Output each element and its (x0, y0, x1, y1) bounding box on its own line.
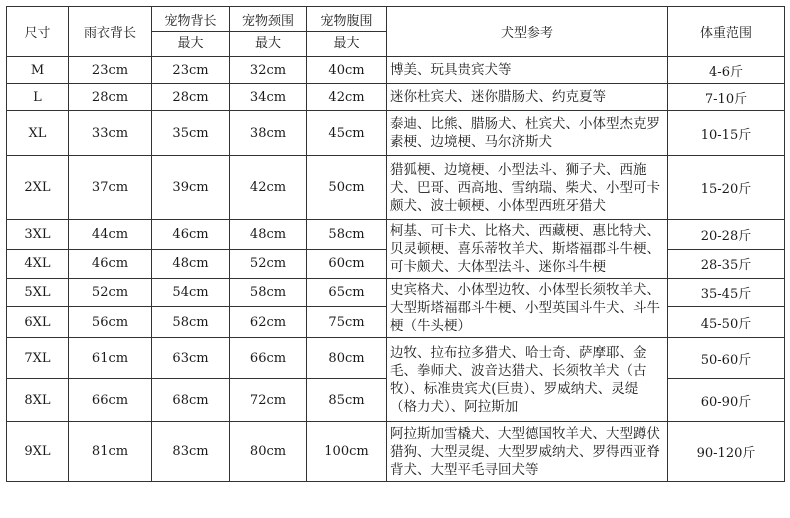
weight-cell: 60-90斤 (668, 379, 785, 422)
weight-cell: 50-60斤 (668, 338, 785, 379)
header-pet-chest: 宠物腹围 (307, 7, 387, 32)
back-length-cell: 35cm (152, 111, 230, 156)
weight-cell: 28-35斤 (668, 249, 785, 279)
neck-cell: 58cm (230, 279, 307, 307)
coat-length-cell: 52cm (69, 279, 152, 307)
size-chart-table (6, 6, 785, 482)
back-length-cell: 83cm (152, 422, 230, 482)
table-row (7, 156, 785, 220)
chest-cell: 75cm (307, 307, 387, 338)
neck-cell: 80cm (230, 422, 307, 482)
size-cell: XL (7, 111, 69, 156)
header-pet-neck: 宠物颈围 (230, 7, 307, 32)
size-cell: 8XL (7, 379, 69, 422)
neck-cell: 62cm (230, 307, 307, 338)
chest-cell: 58cm (307, 220, 387, 250)
chest-cell: 65cm (307, 279, 387, 307)
weight-cell: 4-6斤 (668, 57, 785, 84)
chest-cell: 80cm (307, 338, 387, 379)
table-row (7, 57, 785, 84)
chest-cell: 40cm (307, 57, 387, 84)
back-length-cell: 68cm (152, 379, 230, 422)
back-length-cell: 39cm (152, 156, 230, 220)
weight-cell: 10-15斤 (668, 111, 785, 156)
breed-cell: 猎狐梗、边境梗、小型法斗、狮子犬、西施犬、巴哥、西高地、雪纳瑞、柴犬、小型可卡颇犬、波士顿梗、小体型西班牙猎犬 (387, 156, 668, 220)
weight-cell: 20-28斤 (668, 220, 785, 250)
neck-cell: 32cm (230, 57, 307, 84)
neck-cell: 66cm (230, 338, 307, 379)
weight-cell: 90-120斤 (668, 422, 785, 482)
coat-length-cell: 23cm (69, 57, 152, 84)
header-max: 最大 (230, 32, 307, 57)
weight-cell: 45-50斤 (668, 307, 785, 338)
back-length-cell: 58cm (152, 307, 230, 338)
breed-cell: 迷你杜宾犬、迷你腊肠犬、约克夏等 (387, 84, 668, 111)
back-length-cell: 54cm (152, 279, 230, 307)
table-row (7, 220, 785, 250)
chest-cell: 42cm (307, 84, 387, 111)
header-weight-range: 体重范围 (668, 7, 785, 57)
coat-length-cell: 28cm (69, 84, 152, 111)
back-length-cell: 46cm (152, 220, 230, 250)
size-cell: 7XL (7, 338, 69, 379)
coat-length-cell: 56cm (69, 307, 152, 338)
back-length-cell: 48cm (152, 249, 230, 279)
neck-cell: 34cm (230, 84, 307, 111)
back-length-cell: 63cm (152, 338, 230, 379)
breed-cell: 柯基、可卡犬、比格犬、西藏梗、惠比特犬、贝灵顿梗、喜乐蒂牧羊犬、斯塔福郡斗牛梗、可卡颇犬、大体型法斗、迷你斗牛梗 (387, 220, 668, 279)
table-row (7, 338, 785, 379)
coat-length-cell: 37cm (69, 156, 152, 220)
size-cell: M (7, 57, 69, 84)
size-cell: 2XL (7, 156, 69, 220)
table-row (7, 84, 785, 111)
coat-length-cell: 33cm (69, 111, 152, 156)
chest-cell: 50cm (307, 156, 387, 220)
header-max: 最大 (307, 32, 387, 57)
size-cell: 9XL (7, 422, 69, 482)
breed-cell: 史宾格犬、小体型边牧、小体型长须牧羊犬、大型斯塔福郡斗牛梗、小型英国斗牛犬、斗牛梗（牛头梗） (387, 279, 668, 338)
size-cell: L (7, 84, 69, 111)
back-length-cell: 28cm (152, 84, 230, 111)
size-cell: 3XL (7, 220, 69, 250)
header-row (7, 7, 785, 32)
header-breed-reference: 犬型参考 (387, 7, 668, 57)
breed-cell: 边牧、拉布拉多猎犬、哈士奇、萨摩耶、金毛、拳师犬、波音达猎犬、长须牧羊犬（古牧）、标准贵宾犬(巨贵）、罗威纳犬、灵缇（格力犬）、阿拉斯加 (387, 338, 668, 422)
breed-cell: 阿拉斯加雪橇犬、大型德国牧羊犬、大型蹲伏猎狗、大型灵缇、大型罗威纳犬、罗得西亚脊背犬、大型平毛寻回犬等 (387, 422, 668, 482)
size-cell: 5XL (7, 279, 69, 307)
back-length-cell: 23cm (152, 57, 230, 84)
chest-cell: 45cm (307, 111, 387, 156)
weight-cell: 7-10斤 (668, 84, 785, 111)
neck-cell: 48cm (230, 220, 307, 250)
breed-cell: 泰迪、比熊、腊肠犬、杜宾犬、小体型杰克罗素梗、边境梗、马尔济斯犬 (387, 111, 668, 156)
chest-cell: 85cm (307, 379, 387, 422)
weight-cell: 15-20斤 (668, 156, 785, 220)
coat-length-cell: 61cm (69, 338, 152, 379)
neck-cell: 52cm (230, 249, 307, 279)
coat-length-cell: 81cm (69, 422, 152, 482)
breed-cell: 博美、玩具贵宾犬等 (387, 57, 668, 84)
neck-cell: 42cm (230, 156, 307, 220)
header-size: 尺寸 (7, 7, 69, 57)
chest-cell: 100cm (307, 422, 387, 482)
header-pet-back-length: 宠物背长 (152, 7, 230, 32)
neck-cell: 72cm (230, 379, 307, 422)
coat-length-cell: 66cm (69, 379, 152, 422)
coat-length-cell: 46cm (69, 249, 152, 279)
neck-cell: 38cm (230, 111, 307, 156)
header-max: 最大 (152, 32, 230, 57)
weight-cell: 35-45斤 (668, 279, 785, 307)
chest-cell: 60cm (307, 249, 387, 279)
size-cell: 6XL (7, 307, 69, 338)
coat-length-cell: 44cm (69, 220, 152, 250)
header-coat-back-length: 雨衣背长 (69, 7, 152, 57)
size-cell: 4XL (7, 249, 69, 279)
table-row (7, 111, 785, 156)
table-row (7, 279, 785, 307)
table-row (7, 422, 785, 482)
